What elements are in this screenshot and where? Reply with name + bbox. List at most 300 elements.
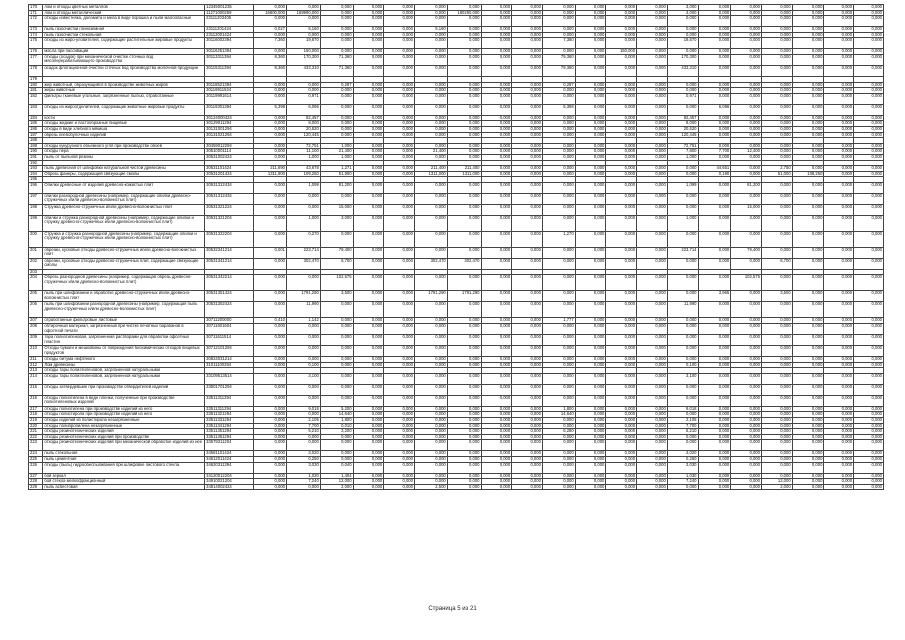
value-cell: 0,000: [481, 479, 512, 485]
value-cell: 0,000: [606, 423, 637, 429]
value-cell: 0,000: [761, 54, 792, 65]
value-cell: 0,000: [254, 182, 287, 193]
value-cell: 0,000: [824, 115, 854, 121]
value-cell: 0,000: [512, 418, 543, 424]
value-cell: 0,000: [824, 104, 854, 115]
value-cell: 0,000: [854, 462, 884, 473]
value-cell: 0,000: [824, 193, 854, 204]
value-cell: 6,700: [320, 258, 353, 269]
value-cell: 3,000: [667, 10, 698, 16]
value-cell: 0,000: [512, 451, 543, 457]
value-cell: 0,000: [414, 32, 447, 38]
value-cell: 0,000: [854, 38, 884, 49]
value-cell: 0,000: [824, 406, 854, 412]
row-number: 177: [29, 54, 43, 65]
value-cell: 0,000: [792, 132, 824, 138]
value-cell: 0,000: [731, 5, 762, 11]
value-cell: 0,000: [254, 346, 287, 357]
value-cell: 0,000: [447, 434, 481, 440]
value-cell: 1,000: [320, 143, 353, 149]
value-cell: 0,000: [854, 54, 884, 65]
value-cell: 0,000: [542, 346, 575, 357]
value-cell: 6,700: [761, 258, 792, 269]
value-cell: 0,000: [637, 418, 668, 424]
value-cell: 0,000: [606, 406, 637, 412]
value-cell: 0,000: [481, 193, 512, 204]
waste-code-cell: 30119911524: [205, 88, 254, 94]
value-cell: 0,000: [512, 121, 543, 127]
value-cell: 0,000: [542, 27, 575, 33]
value-cell: 0,000: [824, 324, 854, 335]
value-cell: 0,000: [542, 115, 575, 121]
value-cell: 0,000: [606, 462, 637, 473]
waste-name-cell: пыль цементная: [43, 457, 205, 463]
value-cell: 0,000: [481, 247, 512, 258]
value-cell: 0,000: [667, 88, 698, 94]
value-cell: 0,000: [854, 434, 884, 440]
value-cell: 0,000: [824, 484, 854, 490]
value-cell: 0,000: [854, 373, 884, 384]
row-number: 205: [29, 291, 43, 302]
value-cell: 0,000: [761, 49, 792, 55]
value-cell: 0,000: [542, 373, 575, 384]
value-cell: 0,000: [512, 275, 543, 291]
value-cell: 0,000: [353, 171, 384, 177]
value-cell: 0,000: [575, 54, 606, 65]
value-cell: 0,000: [254, 429, 287, 435]
value-cell: 0,000: [254, 423, 287, 429]
value-cell: 0,000: [254, 302, 287, 318]
value-cell: 0,000: [384, 27, 415, 33]
waste-code-cell: 30531002424: [205, 154, 254, 160]
value-cell: 0,000: [667, 335, 698, 346]
value-cell: 0,000: [447, 318, 481, 324]
value-cell: 0,000: [254, 406, 287, 412]
value-cell: 0,000: [824, 357, 854, 363]
value-cell: 0,000: [575, 93, 606, 104]
value-cell: 0,000: [542, 93, 575, 104]
value-cell: 0,000: [792, 5, 824, 11]
value-cell: 1,000: [667, 154, 698, 160]
value-cell: 0,000: [637, 318, 668, 324]
value-cell: 0,000: [792, 88, 824, 94]
value-cell: 0,000: [575, 373, 606, 384]
value-cell: 0,000: [606, 16, 637, 27]
value-cell: 0,000: [761, 423, 792, 429]
value-cell: 0,000: [512, 93, 543, 104]
value-cell: 0,000: [854, 231, 884, 247]
value-cell: 0,000: [854, 406, 884, 412]
value-cell: 0,000: [731, 154, 762, 160]
value-cell: 0,000: [447, 115, 481, 121]
value-cell: 0,000: [481, 54, 512, 65]
value-cell: 0,000: [447, 38, 481, 49]
value-cell: 0,000: [414, 473, 447, 479]
value-cell: 0,000: [698, 457, 731, 463]
table-row: [29, 324, 884, 335]
value-cell: 0,000: [542, 121, 575, 127]
table-body: [29, 5, 884, 490]
value-cell: 7,240: [287, 479, 321, 485]
value-cell: 0,000: [414, 318, 447, 324]
value-cell: 0,000: [384, 484, 415, 490]
waste-code-cell: 30459012294: [205, 143, 254, 149]
value-cell: 0,000: [447, 418, 481, 424]
value-cell: 0,000: [353, 473, 384, 479]
value-cell: 0,000: [447, 49, 481, 55]
value-cell: 5,398: [254, 104, 287, 115]
value-cell: 0,000: [575, 457, 606, 463]
value-cell: 0,000: [287, 275, 321, 291]
value-cell: 0,000: [854, 126, 884, 132]
value-cell: 0,000: [606, 429, 637, 435]
value-cell: 0,000: [731, 193, 762, 204]
value-cell: 0,000: [731, 258, 762, 269]
row-number: 221: [29, 429, 43, 435]
waste-name-cell: отходы изделий из полистирола незагрязненные: [43, 418, 205, 424]
value-cell: 0,000: [512, 193, 543, 204]
value-cell: 0,000: [481, 324, 512, 335]
value-cell: 0,000: [667, 166, 698, 172]
value-cell: 150,000: [287, 49, 321, 55]
value-cell: 0,000: [854, 484, 884, 490]
value-cell: 0,000: [698, 132, 731, 138]
value-cell: 0,000: [606, 38, 637, 49]
value-cell: 0,000: [447, 149, 481, 155]
value-cell: 0,000: [542, 384, 575, 395]
value-cell: 0,000: [481, 395, 512, 406]
value-cell: 0,270: [287, 231, 321, 247]
value-cell: 0,000: [637, 291, 668, 302]
value-cell: 0,000: [698, 395, 731, 406]
value-cell: 0,000: [824, 335, 854, 346]
value-cell: 0,000: [606, 149, 637, 155]
value-cell: 0,000: [606, 88, 637, 94]
value-cell: 0,000: [792, 302, 824, 318]
value-cell: 0,000: [792, 412, 824, 418]
value-cell: 0,000: [414, 65, 447, 76]
row-number: 176: [29, 49, 43, 55]
waste-name-cell: пыль древесная от шлифовки натуральной чистой древесины: [43, 166, 205, 172]
value-cell: 0,000: [761, 27, 792, 33]
waste-name-cell: Опилки древесные от изделий древесно-кожистых плит: [43, 182, 205, 193]
value-cell: 0,000: [575, 193, 606, 204]
value-cell: 0,000: [320, 457, 353, 463]
value-cell: 0,000: [414, 121, 447, 127]
value-cell: 0,000: [414, 346, 447, 357]
value-cell: 0,000: [854, 193, 884, 204]
value-cell: 0,250: [667, 457, 698, 463]
value-cell: 0,000: [606, 247, 637, 258]
value-cell: 0,000: [481, 434, 512, 440]
value-cell: 0,000: [824, 5, 854, 11]
value-cell: 0,000: [481, 27, 512, 33]
waste-name-cell: пыль при шлифовании разнородной древесины (например, содержащая пыль древесно-стружечных и/или древесно-волокнистых плит): [43, 302, 205, 318]
row-number: 207: [29, 318, 43, 324]
waste-name-cell: Отходы бумаги и мешковины от повреждения биохимических отходов пищевых продуктов: [43, 346, 205, 357]
value-cell: 0,000: [698, 27, 731, 33]
value-cell: 0,000: [761, 346, 792, 357]
value-cell: 0,000: [384, 357, 415, 363]
table-row: [29, 247, 884, 258]
waste-code-cell: 33511311294: [205, 395, 254, 406]
value-cell: 0,000: [731, 451, 762, 457]
waste-code-cell: 30116251394: [205, 49, 254, 55]
value-cell: 0,000: [637, 132, 668, 138]
row-number: 227: [29, 473, 43, 479]
value-cell: 0,000: [414, 10, 447, 16]
value-cell: 0,000: [761, 121, 792, 127]
waste-code-cell: 30824031214: [205, 357, 254, 363]
value-cell: 0,000: [637, 457, 668, 463]
value-cell: 0,000: [254, 275, 287, 291]
value-cell: 0,000: [824, 132, 854, 138]
value-cell: 0,000: [414, 104, 447, 115]
value-cell: 0,000: [353, 406, 384, 412]
value-cell: 0,000: [447, 27, 481, 33]
value-cell: 0,000: [698, 38, 731, 49]
value-cell: 0,000: [447, 5, 481, 11]
waste-code-cell: 23111203405: [205, 16, 254, 27]
waste-code-cell: 31011100294: [205, 362, 254, 368]
waste-name-cell: отходы затвердевшие при производстве отвердителей изделий: [43, 384, 205, 395]
table-row: [29, 204, 884, 215]
value-cell: 0,000: [414, 357, 447, 363]
value-cell: 3,020: [287, 451, 321, 457]
row-number: 225: [29, 457, 43, 463]
value-cell: 0,000: [384, 362, 415, 368]
value-cell: 0,000: [384, 104, 415, 115]
value-cell: 0,000: [384, 93, 415, 104]
waste-name-cell: обрезки, кусковые отходы древесно-стружечных и/или древесно-волокнистых плит: [43, 247, 205, 258]
value-cell: 0,001: [254, 247, 287, 258]
value-cell: 0,000: [667, 434, 698, 440]
value-cell: 0,000: [792, 204, 824, 215]
value-cell: 0,000: [606, 473, 637, 479]
waste-name-cell: отходы жидкие и пастообразные пищевые: [43, 121, 205, 127]
value-cell: 0,000: [447, 406, 481, 412]
value-cell: 0,000: [384, 406, 415, 412]
waste-name-cell: опилки и стружка разнородной древесины (например, содержащие опилки и стружку древесно-стружечных и/или древесно-волокнистых плит): [43, 215, 205, 231]
value-cell: 0,000: [698, 82, 731, 88]
waste-name-cell: отходы резинотехнических изделий при механической обработке изделий из нее: [43, 440, 205, 451]
value-cell: 0,000: [320, 27, 353, 33]
value-cell: 71,360: [320, 65, 353, 76]
value-cell: 0,000: [254, 5, 287, 11]
waste-code-cell: 30531312434: [205, 182, 254, 193]
value-cell: 21,400: [414, 149, 447, 155]
value-cell: 0,000: [512, 132, 543, 138]
value-cell: 0,000: [542, 182, 575, 193]
value-cell: 0,000: [353, 412, 384, 418]
value-cell: 2,500: [414, 484, 447, 490]
value-cell: 0,000: [414, 479, 447, 485]
table-row: [29, 104, 884, 115]
value-cell: 1311,000: [447, 171, 481, 177]
value-cell: 0,100: [667, 362, 698, 368]
value-cell: 0,000: [761, 10, 792, 16]
value-cell: 0,000: [637, 171, 668, 177]
table-row: [29, 38, 884, 49]
value-cell: 0,000: [320, 16, 353, 27]
table-row: [29, 346, 884, 357]
value-cell: 0,000: [792, 479, 824, 485]
value-cell: 0,190: [698, 171, 731, 177]
waste-name-cell: обрезь хлебобулочных изделий: [43, 132, 205, 138]
value-cell: 0,000: [447, 93, 481, 104]
waste-name-cell: обрезки, кусковые отходы древесно-стружечных плит, содержащие связующие смолы: [43, 258, 205, 269]
value-cell: 0,000: [824, 121, 854, 127]
value-cell: 0,000: [384, 204, 415, 215]
value-cell: 0,000: [254, 451, 287, 457]
value-cell: 0,000: [698, 143, 731, 149]
waste-name-cell: отходы пера: [43, 149, 205, 155]
value-cell: 0,000: [447, 204, 481, 215]
table-row: [29, 395, 884, 406]
value-cell: 0,000: [792, 16, 824, 27]
value-cell: 44,651: [698, 166, 731, 172]
value-cell: 0,000: [320, 88, 353, 94]
value-cell: 0,000: [384, 88, 415, 94]
value-cell: 0,000: [792, 406, 824, 412]
value-cell: 0,000: [698, 65, 731, 76]
value-cell: 0,000: [414, 231, 447, 247]
value-cell: 0,000: [606, 204, 637, 215]
value-cell: 0,000: [353, 247, 384, 258]
value-cell: 0,000: [575, 231, 606, 247]
value-cell: 0,000: [414, 54, 447, 65]
value-cell: 0,000: [637, 335, 668, 346]
value-cell: 0,000: [254, 462, 287, 473]
value-cell: 0,000: [320, 5, 353, 11]
value-cell: 0,000: [447, 384, 481, 395]
row-number: 214: [29, 373, 43, 384]
value-cell: 0,000: [512, 335, 543, 346]
value-cell: 0,000: [575, 473, 606, 479]
value-cell: 0,000: [792, 318, 824, 324]
value-cell: 0,000: [637, 149, 668, 155]
value-cell: 0,000: [575, 16, 606, 27]
value-cell: 0,000: [542, 49, 575, 55]
value-cell: 0,000: [481, 16, 512, 27]
value-cell: 0,000: [287, 32, 321, 38]
value-cell: 0,000: [447, 65, 481, 76]
value-cell: 0,000: [384, 231, 415, 247]
value-cell: 0,000: [667, 384, 698, 395]
value-cell: 0,000: [320, 93, 353, 104]
value-cell: 0,000: [481, 204, 512, 215]
value-cell: 0,000: [353, 65, 384, 76]
value-cell: 0,000: [606, 479, 637, 485]
value-cell: 0,000: [606, 215, 637, 231]
row-number: 217: [29, 406, 43, 412]
value-cell: 0,000: [542, 126, 575, 132]
value-cell: 0,000: [761, 204, 792, 215]
value-cell: 0,000: [824, 429, 854, 435]
value-cell: 0,000: [731, 429, 762, 435]
value-cell: 0,000: [698, 247, 731, 258]
value-cell: 0,000: [320, 362, 353, 368]
value-cell: 0,000: [637, 473, 668, 479]
value-cell: 0,000: [414, 5, 447, 11]
value-cell: 0,000: [792, 32, 824, 38]
value-cell: 0,000: [731, 373, 762, 384]
value-cell: 3,500: [320, 291, 353, 302]
value-cell: 0,000: [575, 451, 606, 457]
value-cell: 0,000: [512, 54, 543, 65]
value-cell: 0,000: [320, 104, 353, 115]
value-cell: 0,000: [542, 10, 575, 16]
value-cell: 0,000: [353, 126, 384, 132]
value-cell: 0,000: [854, 88, 884, 94]
row-number: 181: [29, 88, 43, 94]
value-cell: 0,000: [254, 418, 287, 424]
value-cell: 0,000: [575, 346, 606, 357]
value-cell: 0,000: [353, 93, 384, 104]
value-cell: 0,000: [637, 154, 668, 160]
value-cell: 0,000: [824, 10, 854, 16]
row-number: 215: [29, 384, 43, 395]
value-cell: 0,000: [637, 231, 668, 247]
value-cell: 0,000: [854, 65, 884, 76]
value-cell: 0,000: [512, 126, 543, 132]
waste-code-cell: 30531312434: [205, 193, 254, 204]
value-cell: 8,000: [667, 121, 698, 127]
value-cell: 0,000: [353, 82, 384, 88]
value-cell: 0,000: [481, 132, 512, 138]
value-cell: 0,000: [731, 473, 762, 479]
value-cell: 0,000: [792, 462, 824, 473]
value-cell: 0,000: [512, 104, 543, 115]
value-cell: 0,000: [320, 38, 353, 49]
value-cell: 0,000: [575, 65, 606, 76]
value-cell: 0,000: [320, 10, 353, 16]
value-cell: 3,020: [667, 451, 698, 457]
waste-name-cell: пыль при шлифовании и обработке древесно-стружечных и/или древесно-волокнистых плит: [43, 291, 205, 302]
waste-name-cell: осадок флотационной очистки сточных вод производства молочной продукции: [43, 65, 205, 76]
value-cell: 3,030: [287, 462, 321, 473]
value-cell: 0,000: [384, 457, 415, 463]
value-cell: 1,000: [287, 215, 321, 231]
value-cell: 0,000: [761, 149, 792, 155]
value-cell: 0,000: [637, 258, 668, 269]
value-cell: 0,000: [792, 440, 824, 451]
value-cell: 0,000: [542, 88, 575, 94]
value-cell: 0,000: [353, 204, 384, 215]
value-cell: 0,000: [792, 291, 824, 302]
value-cell: 0,000: [384, 412, 415, 418]
value-cell: 0,000: [481, 10, 512, 16]
value-cell: 0,000: [698, 373, 731, 384]
value-cell: 0,000: [761, 88, 792, 94]
value-cell: 0,000: [824, 291, 854, 302]
value-cell: 0,000: [353, 302, 384, 318]
value-cell: 0,000: [512, 434, 543, 440]
value-cell: 79,400: [320, 247, 353, 258]
value-cell: 0,000: [542, 204, 575, 215]
value-cell: 0,000: [414, 429, 447, 435]
value-cell: 0,000: [637, 182, 668, 193]
waste-code-cell: 30531201424: [205, 171, 254, 177]
value-cell: 0,000: [698, 451, 731, 457]
value-cell: 0,000: [254, 434, 287, 440]
waste-name-cell: лом и отходы металлический: [43, 10, 205, 16]
value-cell: 0,000: [512, 423, 543, 429]
value-cell: 0,000: [824, 49, 854, 55]
value-cell: 3,000: [320, 215, 353, 231]
row-number: 228: [29, 479, 43, 485]
value-cell: 0,000: [287, 395, 321, 406]
